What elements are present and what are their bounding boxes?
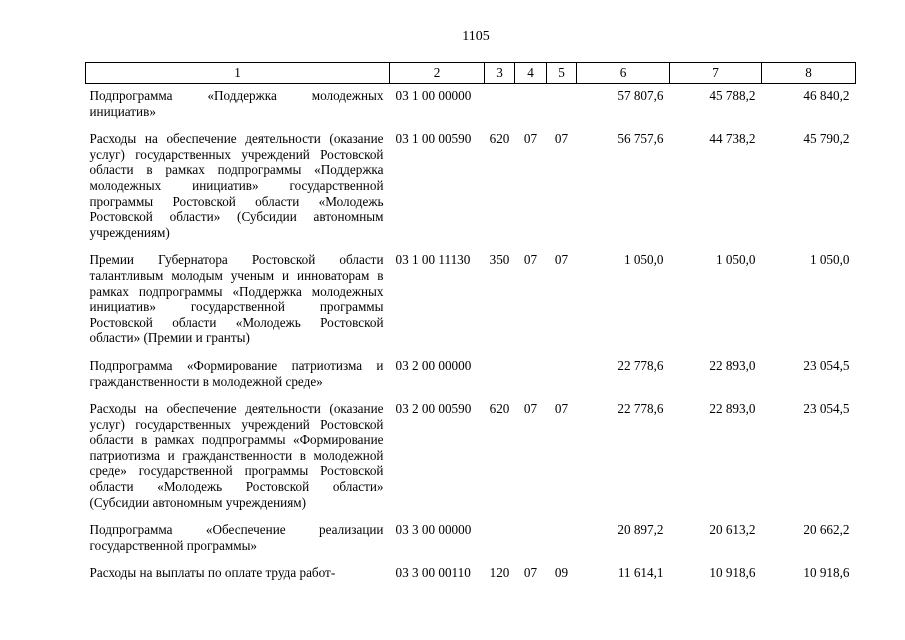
row-col-4	[515, 354, 547, 397]
row-value-7: 22 893,0	[709, 357, 756, 373]
row-value-8: 23 054,5	[803, 357, 850, 373]
header-col-8: 8	[762, 63, 856, 84]
row-value-7: 45 788,2	[709, 88, 756, 103]
row-col-3	[485, 354, 515, 397]
row-col-5	[547, 354, 577, 397]
table-row	[86, 561, 856, 589]
row-code: 03 3 00 00110	[395, 565, 471, 581]
row-col-4: 07	[523, 131, 538, 147]
table-row	[86, 127, 856, 248]
table-row	[86, 354, 856, 397]
row-code: 03 1 00 00590	[395, 131, 472, 147]
row-name: Премии Губернатора Ростовской области талантливым молодым ученым и инноваторам в рамках подпрограммы «Поддержка молодежных инициатив» государственной программы Ростовской области «Молодежь Ростовской области» (Премии и гранты)	[89, 252, 384, 346]
row-value-8: 46 840,2	[803, 88, 850, 103]
budget-table	[85, 62, 856, 589]
table-row	[86, 518, 856, 561]
row-value-6: 22 778,6	[617, 401, 664, 417]
row-value-8: 1 050,0	[809, 252, 850, 268]
row-col-5: 07	[554, 131, 569, 147]
row-value-7: 20 613,2	[709, 522, 756, 538]
header-col-3: 3	[485, 63, 515, 84]
row-col-3	[485, 518, 515, 561]
row-value-8: 10 918,6	[803, 565, 850, 581]
header-col-5: 5	[547, 63, 577, 84]
row-value-6: 1 050,0	[623, 252, 664, 268]
row-value-6: 57 807,6	[617, 88, 664, 103]
row-col-3: 620	[489, 401, 510, 417]
row-col-4	[515, 518, 547, 561]
row-code: 03 1 00 11130	[395, 252, 471, 268]
row-col-3	[485, 84, 515, 128]
row-name: Расходы на выплаты по оплате труда работ-	[89, 565, 336, 581]
row-col-4: 07	[523, 401, 538, 417]
header-col-4: 4	[515, 63, 547, 84]
row-col-5	[547, 518, 577, 561]
row-col-3: 350	[489, 252, 510, 268]
row-name: Подпрограмма «Обеспечение реализации государственной программы»	[89, 522, 384, 553]
row-name: Подпрограмма «Формирование патриотизма и гражданственности в молодежной среде»	[89, 357, 384, 389]
row-value-7: 22 893,0	[709, 401, 756, 417]
row-col-4	[515, 84, 547, 128]
row-col-5	[547, 84, 577, 128]
header-col-1: 1	[86, 63, 390, 84]
row-col-4: 07	[523, 252, 538, 268]
row-code: 03 1 00 00000	[395, 88, 472, 103]
row-code: 03 2 00 00590	[395, 401, 472, 417]
table-row	[86, 84, 856, 128]
row-col-5: 07	[554, 401, 569, 417]
row-value-7: 44 738,2	[709, 131, 756, 147]
header-col-6: 6	[577, 63, 670, 84]
row-col-5: 09	[554, 565, 569, 581]
table-row	[86, 397, 856, 518]
row-value-7: 1 050,0	[715, 252, 756, 268]
header-col-7: 7	[670, 63, 762, 84]
table-header-row	[86, 63, 856, 84]
row-value-6: 11 614,1	[617, 565, 664, 581]
row-value-7: 10 918,6	[709, 565, 756, 581]
row-value-8: 20 662,2	[803, 522, 850, 538]
row-value-6: 56 757,6	[617, 131, 664, 147]
row-value-6: 22 778,6	[617, 357, 664, 373]
row-code: 03 2 00 00000	[395, 357, 472, 373]
row-col-4: 07	[523, 565, 538, 581]
row-col-5: 07	[554, 252, 569, 268]
row-value-8: 45 790,2	[803, 131, 850, 147]
row-value-6: 20 897,2	[617, 522, 664, 538]
header-col-2: 2	[390, 63, 485, 84]
row-name: Расходы на обеспечение деятельности (оказание услуг) государственных учреждений Ростовской области в рамках подпрограммы «Поддержка молодежных инициатив» государственной программы Ростовской области «Молодежь Ростовской области» (Субсидии автономным учреждениям)	[89, 131, 384, 240]
row-col-3: 120	[489, 565, 510, 581]
row-name: Расходы на обеспечение деятельности (оказание услуг) государственных учреждений Ростовской области в рамках подпрограммы «Формирование патриотизма и гражданственности в молодежной среде» государственной программы Ростовской области «Молодежь Ростовской области» (Субсидии автономным учреждениям)	[89, 401, 384, 510]
row-col-3: 620	[489, 131, 510, 147]
table-row	[86, 248, 856, 354]
row-value-8: 23 054,5	[803, 401, 850, 417]
page-number: 1105	[462, 29, 490, 44]
row-code: 03 3 00 00000	[395, 522, 472, 538]
row-name: Подпрограмма «Поддержка молодежных инициатив»	[89, 88, 384, 119]
